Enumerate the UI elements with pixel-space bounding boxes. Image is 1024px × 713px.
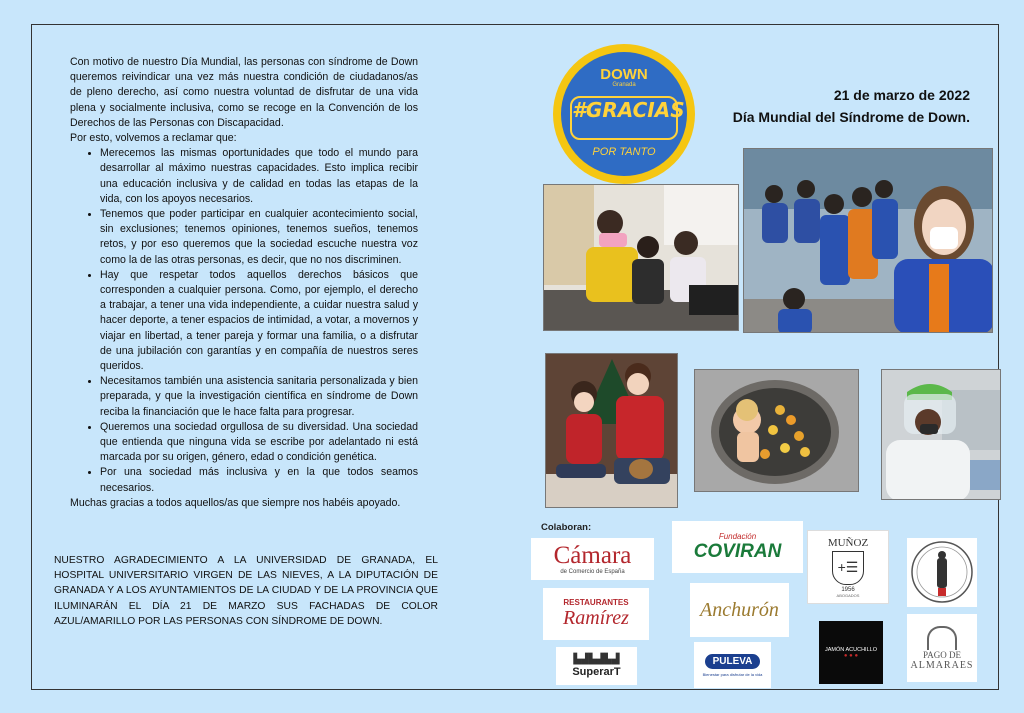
almaraes-top: PAGO DE xyxy=(923,649,961,660)
ramirez-top: RESTAURANTES xyxy=(563,598,629,607)
date-heading xyxy=(700,84,970,128)
list-item: • Hay que respetar todos aquellos derechos básicos que corresponden a cualquier persona. Como, por ejemplo, el derecho a trabajar, a tener una vida independiente, a cuidar nuestra salud y hacer deporte, a tener espacios de intimidad, a votar, a movernos y viajar en libertad, a tener pareja y formar una familia, o a disfrutar de una jubilación con garantías y en compañía de nuestros seres queridos. xyxy=(100,268,418,374)
camara-name: Cámara xyxy=(553,542,632,569)
logo-hashtag: #GRACIAS xyxy=(570,96,678,140)
anchuron-name: Anchurón xyxy=(700,598,779,621)
sponsor-superart-logo xyxy=(556,647,637,685)
photo-christmas xyxy=(545,353,678,508)
closing-line: Muchas gracias a todos aquellos/as que siempre nos habéis apoyado. xyxy=(70,496,401,509)
gracias-logo xyxy=(553,44,695,184)
sponsor-coviran-logo xyxy=(672,521,803,573)
munoz-sub: ABOGADOS xyxy=(836,592,860,598)
date-line: 21 de marzo de 2022 xyxy=(833,87,970,103)
coviran-fundacion: Fundación xyxy=(718,531,757,541)
manifesto-text xyxy=(70,55,418,511)
logo-down-text: DOWN xyxy=(600,66,648,83)
photo-christmas-image xyxy=(546,354,678,508)
ramirez-name: Ramírez xyxy=(563,607,629,629)
logo-inner-circle xyxy=(561,52,687,176)
sponsors-heading: Colaboran: xyxy=(541,522,592,533)
sponsor-puleva-logo xyxy=(694,642,771,688)
logo-tanto-text: POR TANTO xyxy=(592,146,656,158)
sponsor-almaraes-logo xyxy=(907,614,977,682)
list-item: • Por una sociedad más inclusiva y en la que todos seamos necesarios. xyxy=(100,465,418,495)
event-title: Día Mundial del Síndrome de Down. xyxy=(732,109,970,125)
photo-baby-bath-image xyxy=(695,370,859,492)
photo-classroom-image xyxy=(544,185,739,331)
claims-list xyxy=(70,146,418,496)
photo-baby-bath xyxy=(694,369,859,492)
coviran-name: COVIRAN xyxy=(693,540,782,562)
photo-classroom xyxy=(543,184,739,331)
logo-sub-text: Granada xyxy=(612,82,636,88)
photo-health-worker xyxy=(881,369,1001,500)
sponsor-camara-logo xyxy=(531,538,654,580)
sponsor-jamon-logo xyxy=(819,621,883,684)
list-item: • Necesitamos también una asistencia sanitaria personalizada y bien preparada, y que la investigación científica en síndrome de Down reciba la financiación que le hace falta para progresar. xyxy=(100,374,418,420)
intro-paragraph: Con motivo de nuestro Día Mundial, las personas con síndrome de Down queremos reivindicar una vez más nuestra condición de ciudadanos/as de pleno derecho, así como nuestra voluntad de disfrutar de una vida plena y socialmente inclusiva, como se recoge en la Convención de los Derechos de las Personas con Discapacidad. xyxy=(70,56,418,129)
almaraes-name: ALMARAES xyxy=(910,659,974,671)
superart-skyline-icon: ▙▟▙▟▙▟ xyxy=(573,654,620,665)
thanks-paragraph: NUESTRO AGRADECIMIENTO A LA UNIVERSIDAD DE GRANADA, EL HOSPITAL UNIVERSITARIO VIRGEN DE LAS NIEVES, A LA DIPUTACIÓN DE GRANADA Y A LOS AYUNTAMIENTOS DE LA CIUDAD Y DE LA PROVINCIA QUE ILUMINARÁN EL DÍA 21 DE MARZO SUS FACHADAS DE COLOR AZUL/AMARILLO POR LAS PERSONAS CON SÍNDROME DE DOWN. xyxy=(54,555,438,627)
munoz-year: 1956 xyxy=(841,586,855,593)
munoz-crest-icon: +☰ xyxy=(832,551,864,585)
photo-health-worker-image xyxy=(882,370,1001,500)
jamon-dots-icon: ● ● ● xyxy=(843,652,859,659)
sponsor-ramirez-logo xyxy=(543,588,649,640)
sponsor-anchuron-logo xyxy=(690,583,789,637)
superart-name: SuperarT xyxy=(572,666,621,678)
seal-icon xyxy=(907,538,977,607)
list-item: • Queremos una sociedad orgullosa de su diversidad. Una sociedad que entienda que ninguna vida se escribe por adelantado ni está marcada por su origen, género, edad o condición genética. xyxy=(100,420,418,466)
photo-group xyxy=(743,148,993,333)
puleva-name: PULEVA xyxy=(705,654,761,669)
munoz-name: MUÑOZ xyxy=(827,536,869,549)
camara-sub: de Comercio de España xyxy=(560,569,625,575)
photo-group-image xyxy=(744,149,993,333)
puleva-sub: Bienestar para disfrutar de la vida xyxy=(702,671,763,677)
sponsor-seal-logo xyxy=(907,538,977,607)
list-item: • Tenemos que poder participar en cualquier acontecimiento social, sin exclusiones; tenemos opiniones, tenemos sueños, tenemos retos, y por eso queremos que la sociedad escuche nuestra voz como la de las otras personas, es decir, que no nos discriminen. xyxy=(100,207,418,268)
claim-intro: Por esto, volvemos a reclamar que: xyxy=(70,132,237,145)
sponsor-munoz-logo xyxy=(807,530,889,604)
almaraes-arch-icon xyxy=(927,626,957,650)
jamon-name: JAMÓN ACUCHILLO xyxy=(825,646,877,653)
list-item: • Merecemos las mismas oportunidades que todo el mundo para desarrollar al máximo nuestras capacidades. Esto implica recibir una educación inclusiva y de calidad en todas las etapas de la vida, con los apoyos necesarios. xyxy=(100,146,418,207)
